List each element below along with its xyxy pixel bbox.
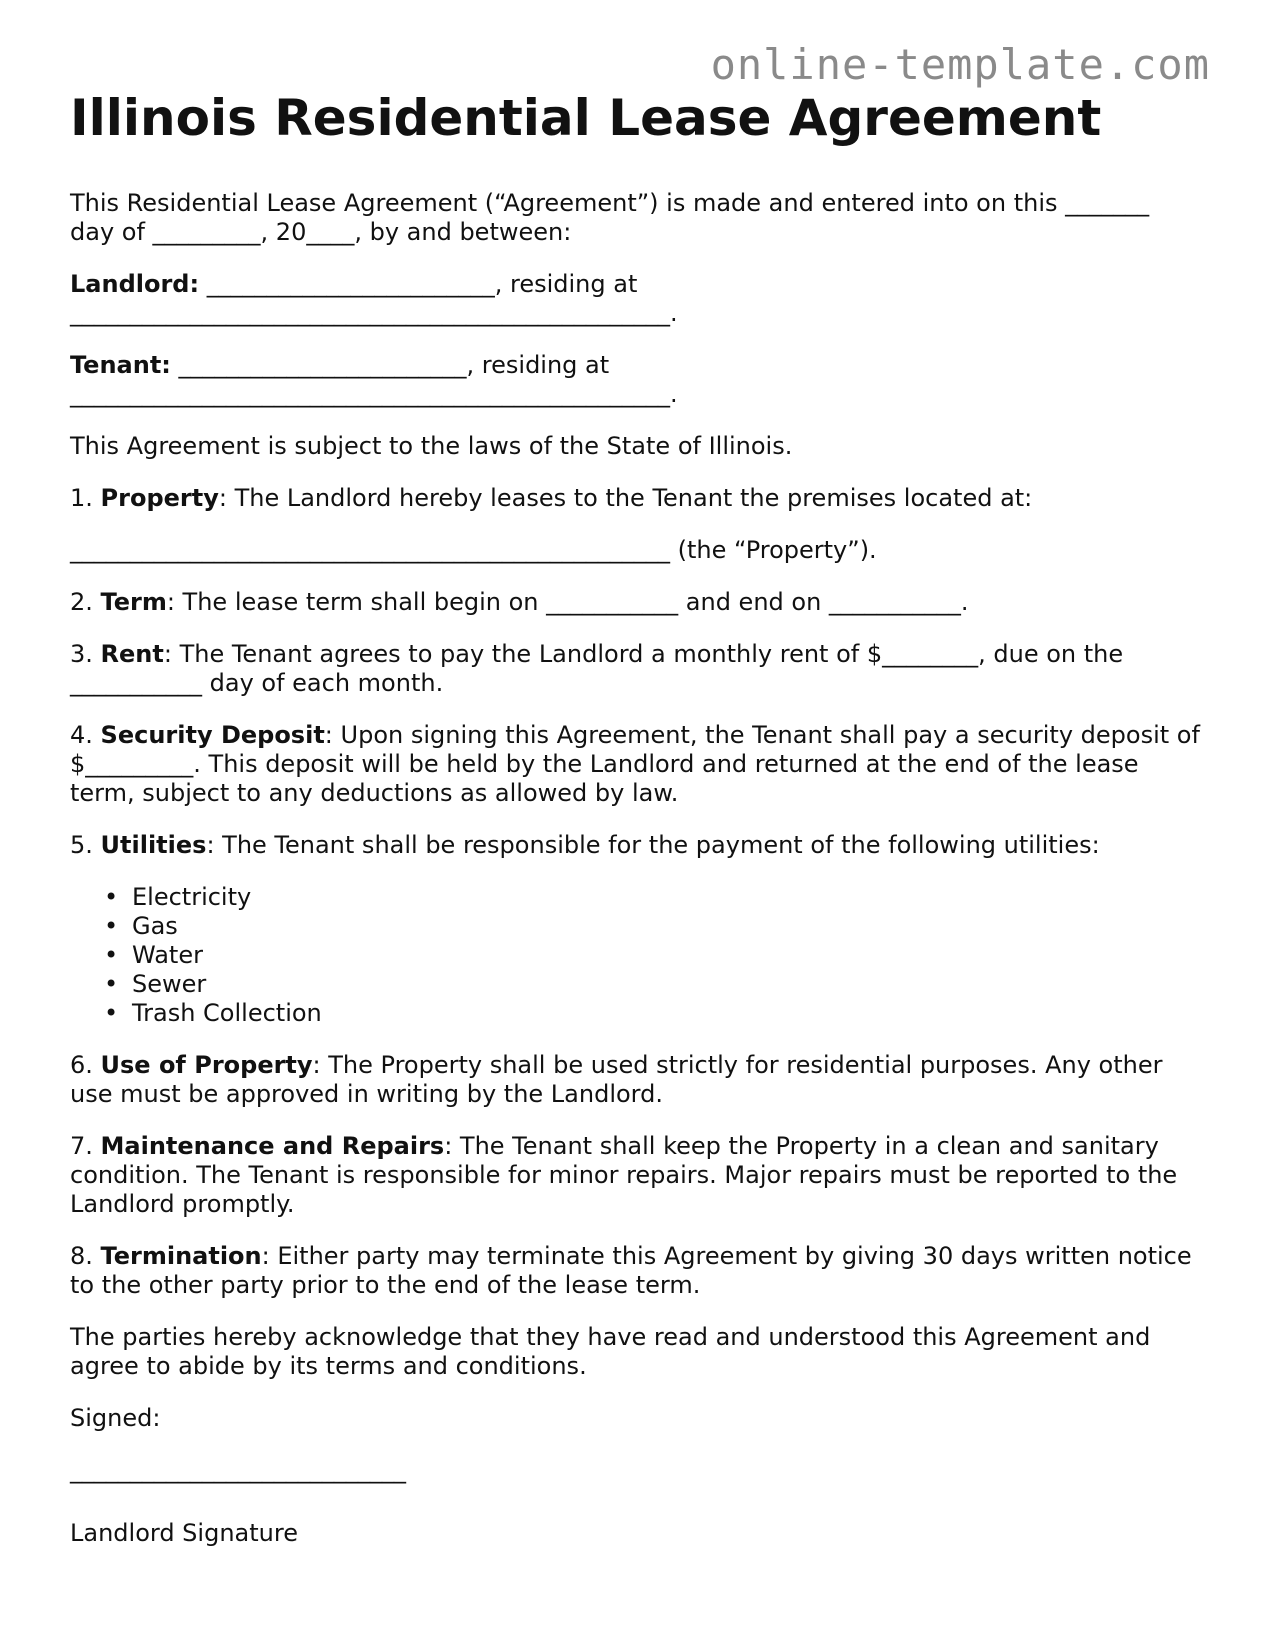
- section-number: 6.: [70, 1051, 101, 1079]
- section-number: 8.: [70, 1242, 101, 1270]
- bullet-icon: •: [104, 970, 119, 998]
- bullet-icon: •: [104, 912, 119, 940]
- section-title: Term: [100, 588, 167, 616]
- utility-label: Electricity: [132, 883, 252, 911]
- section-number: 4.: [70, 721, 101, 749]
- bullet-icon: •: [104, 941, 119, 969]
- tenant-label: Tenant:: [70, 351, 171, 379]
- utility-label: Gas: [132, 912, 178, 940]
- section-title: Termination: [100, 1242, 262, 1270]
- section-title: Utilities: [100, 831, 207, 859]
- property-address-line: __________________________________________________ (the “Property”).: [70, 536, 877, 564]
- document-body: [70, 88, 1200, 1571]
- list-item: [104, 970, 1200, 999]
- utility-label: Sewer: [132, 970, 207, 998]
- section-maintenance: [70, 1132, 1200, 1219]
- section-property: [70, 484, 1200, 513]
- landlord-signature-label: Landlord Signature: [70, 1519, 298, 1547]
- section-title: Property: [100, 484, 219, 512]
- list-item: [104, 883, 1200, 912]
- section-title: Security Deposit: [100, 721, 325, 749]
- bullet-icon: •: [104, 999, 119, 1027]
- section-utilities: [70, 831, 1200, 860]
- section-use-of-property: [70, 1051, 1200, 1109]
- tenant-line: [70, 351, 1200, 409]
- bullet-icon: •: [104, 883, 119, 911]
- section-text: : Upon signing this Agreement, the Tenant shall pay a security deposit of $_________. This deposit will be held by the Landlord and returned at the end of the lease term, subject to any deductions as allowed by law.: [70, 721, 1200, 807]
- section-title: Use of Property: [100, 1051, 313, 1079]
- section-number: 3.: [70, 640, 101, 668]
- section-rent: [70, 640, 1200, 698]
- utility-label: Trash Collection: [132, 999, 322, 1027]
- intro-paragraph: This Residential Lease Agreement (“Agreement”) is made and entered into on this _______ day of _________, 20____, by and between:: [70, 189, 1150, 246]
- section-text: : The Tenant shall be responsible for the payment of the following utilities:: [206, 831, 1100, 859]
- page-title: Illinois Residential Lease Agreement: [70, 89, 1102, 147]
- watermark: online-template.com: [710, 40, 1210, 89]
- landlord-signature-line[interactable]: ____________________________: [70, 1456, 406, 1484]
- section-title: Rent: [100, 640, 164, 668]
- section-term: [70, 588, 1200, 617]
- utilities-list: [70, 883, 1200, 1028]
- section-text: : The lease term shall begin on ___________ and end on ___________.: [166, 588, 969, 616]
- list-item: [104, 941, 1200, 970]
- governing-law: This Agreement is subject to the laws of the State of Illinois.: [70, 432, 793, 460]
- section-number: 2.: [70, 588, 101, 616]
- section-text: : Either party may terminate this Agreement by giving 30 days written notice to the other party prior to the end of the lease term.: [70, 1242, 1192, 1299]
- section-text: : The Tenant shall keep the Property in a clean and sanitary condition. The Tenant is responsible for minor repairs. Major repairs must be reported to the Landlord promptly.: [70, 1132, 1178, 1218]
- section-text: : The Tenant agrees to pay the Landlord a monthly rent of $________, due on the ___________ day of each month.: [70, 640, 1124, 697]
- list-item: [104, 999, 1200, 1028]
- signed-label: Signed:: [70, 1404, 161, 1432]
- list-item: [104, 912, 1200, 941]
- landlord-label: Landlord:: [70, 270, 200, 298]
- tenant-text: ________________________, residing at __________________________________________________.: [70, 351, 678, 408]
- section-termination: [70, 1242, 1200, 1300]
- utility-label: Water: [132, 941, 203, 969]
- section-security-deposit: [70, 721, 1200, 808]
- section-title: Maintenance and Repairs: [100, 1132, 445, 1160]
- section-number: 1.: [70, 484, 101, 512]
- landlord-line: [70, 270, 1200, 328]
- section-number: 5.: [70, 831, 101, 859]
- section-text: : The Property shall be used strictly for residential purposes. Any other use must be approved in writing by the Landlord.: [70, 1051, 1163, 1108]
- section-number: 7.: [70, 1132, 101, 1160]
- section-text: : The Landlord hereby leases to the Tenant the premises located at:: [218, 484, 1033, 512]
- acknowledgement: The parties hereby acknowledge that they have read and understood this Agreement and agree to abide by its terms and conditions.: [70, 1323, 1151, 1380]
- landlord-text: ________________________, residing at __________________________________________________.: [70, 270, 678, 327]
